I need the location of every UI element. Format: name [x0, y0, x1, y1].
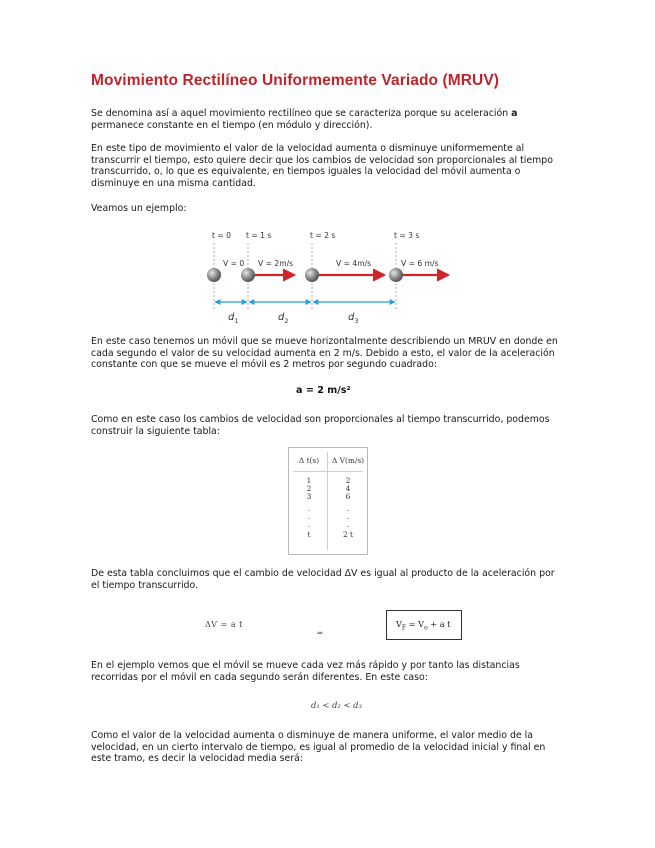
velocity-time-table: [288, 447, 368, 555]
eq-vo-sub: o: [424, 624, 428, 632]
table-cell-velocity: 2 t: [342, 530, 354, 539]
implies-symbol: ⇒: [317, 629, 323, 637]
table-cell-velocity: .: [346, 520, 350, 529]
paragraph-description: En este tipo de movimiento el valor de la velocidad aumenta o disminuye uniformemente al transcurrir el tiempo, esto quiere decir que los cambios de velocidad son proporcionales al tiempo transcurrido, o, lo que es equivalente, en tiempos iguales la velocidad del móvil aumenta o disminuye en una misma cantidad.: [91, 143, 553, 189]
table-cell-time: 2: [306, 484, 312, 493]
velocity-label: V = 2m/s: [258, 259, 294, 268]
table-header-velocity: Δ V(m/s): [331, 456, 365, 465]
paragraph-table-intro: Como en este caso los cambios de velocidad son proporcionales al tiempo transcurrido, podemos construir la siguiente tabla:: [91, 414, 550, 437]
final-velocity-equation: [386, 610, 462, 640]
table-cell-time: 1: [306, 476, 312, 485]
table-cell-time: t: [307, 530, 311, 539]
ball: [207, 268, 221, 282]
delta-v-equation: ΔV = a t: [205, 620, 243, 629]
ball: [241, 268, 255, 282]
distance-subscript: 1: [234, 318, 239, 325]
time-label: t = 1 s: [246, 231, 272, 240]
velocity-label: V = 6 m/s: [401, 259, 439, 268]
time-label: t = 2 s: [310, 231, 336, 240]
velocity-label: V = 0: [223, 259, 245, 268]
ball: [389, 268, 403, 282]
table-cell-time: .: [307, 512, 311, 521]
final-velocity-equation-text: [396, 619, 451, 632]
time-label: t = 0: [212, 231, 231, 240]
distance-label: d: [278, 312, 285, 323]
table-header-time: Δ t(s): [298, 456, 320, 465]
eq-vf: V: [396, 619, 402, 629]
paragraph-mean-velocity: Como el valor de la velocidad aumenta o disminuye de manera uniforme, el valor medio de la velocidad, en un cierto intervalo de tiempo, es igual al promedio de la velocidad inicial y final en este tramo, es decir la velocidad media será:: [91, 730, 546, 765]
distances-inequality: d₁ < d₂ < d₃: [311, 700, 362, 710]
acceleration-symbol: a: [511, 108, 518, 119]
table-cell-velocity: .: [346, 504, 350, 513]
paragraph-conclusion: De esta tabla concluimos que el cambio de velocidad ΔV es igual al producto de la aceleración por el tiempo transcurrido.: [91, 568, 555, 591]
table-cell-velocity: 4: [345, 484, 351, 493]
distance-label: d: [228, 312, 235, 323]
time-label: t = 3 s: [394, 231, 420, 240]
table-cell-time: 3: [306, 492, 312, 501]
paragraph-example-intro: Veamos un ejemplo:: [91, 203, 187, 214]
table-cell-velocity: 6: [345, 492, 351, 501]
paragraph-example-explanation: En este caso tenemos un móvil que se mueve horizontalmente describiendo un MRUV en donde en cada segundo el valor de su velocidad aumenta en 2 m/s. Debido a esto, el valor de la aceleración constante con que se mueve el móvil es 2 metros por segundo cuadrado:: [91, 336, 558, 371]
distance-subscript: 2: [284, 318, 289, 325]
table-cell-time: .: [307, 504, 311, 513]
motion-diagram: [196, 225, 466, 325]
distance-label: d: [348, 312, 355, 323]
paragraph-text: Se denomina así a aquel movimiento rectilíneo que se caracteriza porque su aceleración a permanece constante en el tiempo (en módulo y dirección).: [91, 108, 518, 131]
acceleration-formula: a = 2 m/s²: [296, 385, 351, 396]
distance-subscript: 3: [354, 318, 359, 325]
table-cell-time: .: [307, 520, 311, 529]
header-separator: [293, 471, 363, 472]
eq-eq-vo: = V: [406, 619, 425, 629]
table-cell-velocity: 2: [345, 476, 351, 485]
page-title: Movimiento Rectilíneo Uniformemente Variado (MRUV): [91, 72, 500, 89]
column-separator: [327, 452, 328, 550]
velocity-label: V = 4m/s: [336, 259, 372, 268]
eq-tail: + a t: [427, 619, 451, 629]
table-cell-velocity: .: [346, 512, 350, 521]
eq-vf-sub: F: [401, 624, 407, 632]
paragraph-distances: En el ejemplo vemos que el móvil se mueve cada vez más rápido y por tanto las distancias recorridas por el móvil en cada segundo serán diferentes. En este caso:: [91, 660, 520, 683]
paragraph-definition: [91, 108, 561, 131]
ball: [305, 268, 319, 282]
